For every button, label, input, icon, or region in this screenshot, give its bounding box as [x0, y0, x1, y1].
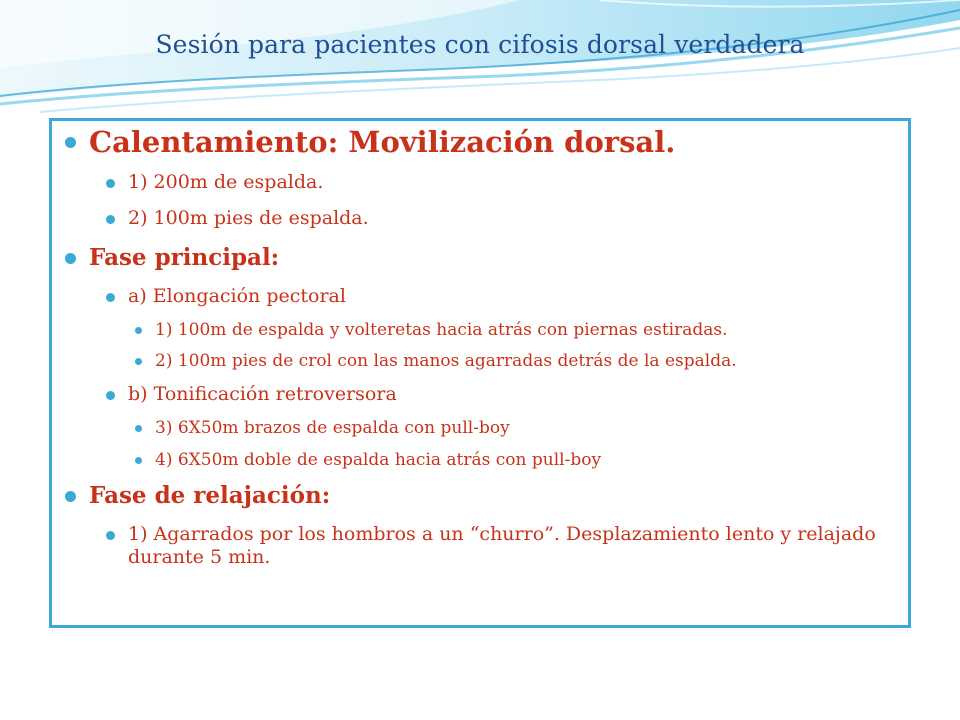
bullet-icon: [65, 491, 76, 502]
item-text: a) Elongación pectoral: [128, 285, 346, 307]
item-text: Fase de relajación:: [89, 482, 331, 509]
bullet-icon: [135, 327, 142, 334]
bullet-icon: [65, 253, 76, 264]
item-text: Fase principal:: [89, 244, 280, 271]
list-item: [128, 285, 346, 308]
list-item: [155, 450, 601, 470]
bullet-icon: [106, 531, 115, 540]
bullet-icon: [106, 391, 115, 400]
list-item: [89, 244, 279, 272]
list-item: [128, 171, 323, 194]
list-item: [128, 523, 903, 569]
bullet-icon: [135, 358, 142, 365]
list-item: [128, 383, 397, 406]
bullet-icon: [106, 215, 115, 224]
list-item: [155, 351, 737, 371]
bullet-icon: [106, 179, 115, 188]
bullet-icon: [106, 293, 115, 302]
item-text: 2) 100m pies de espalda.: [128, 207, 369, 229]
list-item: [155, 418, 510, 438]
item-text: 1) 200m de espalda.: [128, 171, 324, 193]
bullet-icon: [135, 425, 142, 432]
decorative-wave-header: [0, 0, 960, 130]
item-text: 4) 6X50m doble de espalda hacia atrás con pull-boy: [155, 450, 602, 470]
item-text: 2) 100m pies de crol con las manos agarradas detrás de la espalda.: [155, 351, 737, 371]
item-text: Calentamiento: Movilización dorsal.: [89, 125, 676, 159]
bullet-icon: [65, 137, 76, 148]
item-text: 1) Agarrados por los hombros a un “churro”. Desplazamiento lento y relajado durante 5 min.: [128, 523, 876, 568]
list-item: [89, 482, 330, 510]
slide-title: Sesión para pacientes con cifosis dorsal verdadera: [155, 30, 805, 59]
list-item: [128, 207, 369, 230]
bullet-icon: [135, 457, 142, 464]
item-text: 3) 6X50m brazos de espalda con pull-boy: [155, 418, 510, 438]
list-item: [89, 125, 675, 160]
item-text: b) Tonificación retroversora: [128, 383, 397, 405]
item-text: 1) 100m de espalda y volteretas hacia atrás con piernas estiradas.: [155, 320, 728, 340]
list-item: [155, 320, 728, 340]
